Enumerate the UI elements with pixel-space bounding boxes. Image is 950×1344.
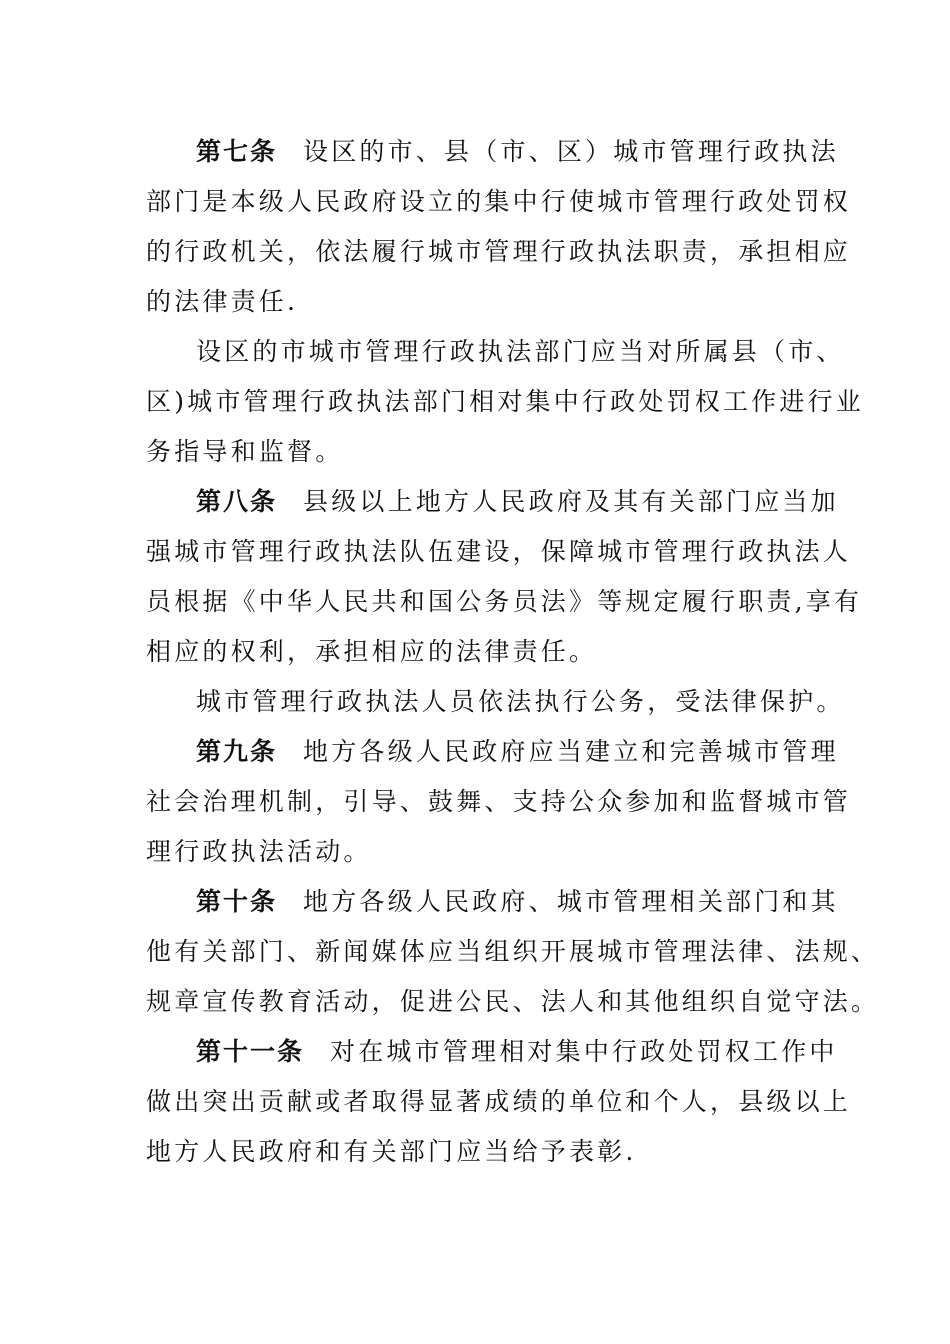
article-7-text-line-4: 的法律责任.: [146, 287, 299, 316]
article-11-text-line-3: 地方人民政府和有关部门应当给予表彰.: [146, 1137, 637, 1166]
article-7-text-line-1: 设区的市、县（市、区）城市管理行政执法: [303, 137, 839, 166]
article-11-text-line-2: 做出突出贡献或者取得显著成绩的单位和个人，县级以上: [146, 1087, 852, 1116]
article-9-first-line: [196, 736, 839, 768]
article-8-first-line: [196, 486, 839, 518]
article-8-text-line-2: 强城市管理行政执法队伍建设，保障城市管理行政执法人: [146, 537, 852, 566]
article-10-first-line: [196, 886, 839, 918]
article-10-heading: 第十条: [196, 887, 278, 916]
article-10-text-line-2: 他有关部门、新闻媒体应当组织开展城市管理法律、法规、: [146, 937, 880, 966]
article-8-heading: 第八条: [196, 487, 278, 516]
article-8-text-line-3: 员根据《中华人民共和国公务员法》等规定履行职责,享有: [146, 587, 863, 616]
article-7-text-line-3: 的行政机关，依法履行城市管理行政执法职责，承担相应: [146, 237, 852, 266]
article-8-para-2-line-1: 城市管理行政执法人员依法执行公务，受法律保护。: [196, 687, 845, 716]
article-7-text-line-2: 部门是本级人民政府设立的集中行使城市管理行政处罚权: [146, 187, 852, 216]
article-9-text-line-2: 社会治理机制，引导、鼓舞、支持公众参加和监督城市管: [146, 787, 852, 816]
article-7-first-line: [196, 136, 839, 168]
article-9-heading: 第九条: [196, 737, 278, 766]
article-7-heading: 第七条: [196, 137, 278, 166]
article-8-text-line-1: 县级以上地方人民政府及其有关部门应当加: [303, 487, 839, 516]
article-9-text-line-1: 地方各级人民政府应当建立和完善城市管理: [303, 737, 839, 766]
article-7-para-2-line-3: 务指导和监督。: [146, 437, 344, 466]
article-10-text-line-1: 地方各级人民政府、城市管理相关部门和其: [303, 887, 839, 916]
article-11-first-line: [196, 1036, 838, 1068]
article-7-para-2-line-2: 区)城市管理行政执法部门相对集中行政处罚权工作进行业: [146, 387, 864, 416]
article-10-text-line-3: 规章宣传教育活动，促进公民、法人和其他组织自觉守法。: [146, 987, 880, 1016]
article-8-text-line-4: 相应的权利，承担相应的法律责任。: [146, 637, 598, 666]
article-11-heading: 第十一条: [196, 1037, 305, 1066]
article-9-text-line-3: 理行政执法活动。: [146, 837, 372, 866]
article-11-text-line-1: 对在城市管理相对集中行政处罚权工作中: [330, 1037, 838, 1066]
article-7-para-2-line-1: 设区的市城市管理行政执法部门应当对所属县（市、: [196, 337, 845, 366]
